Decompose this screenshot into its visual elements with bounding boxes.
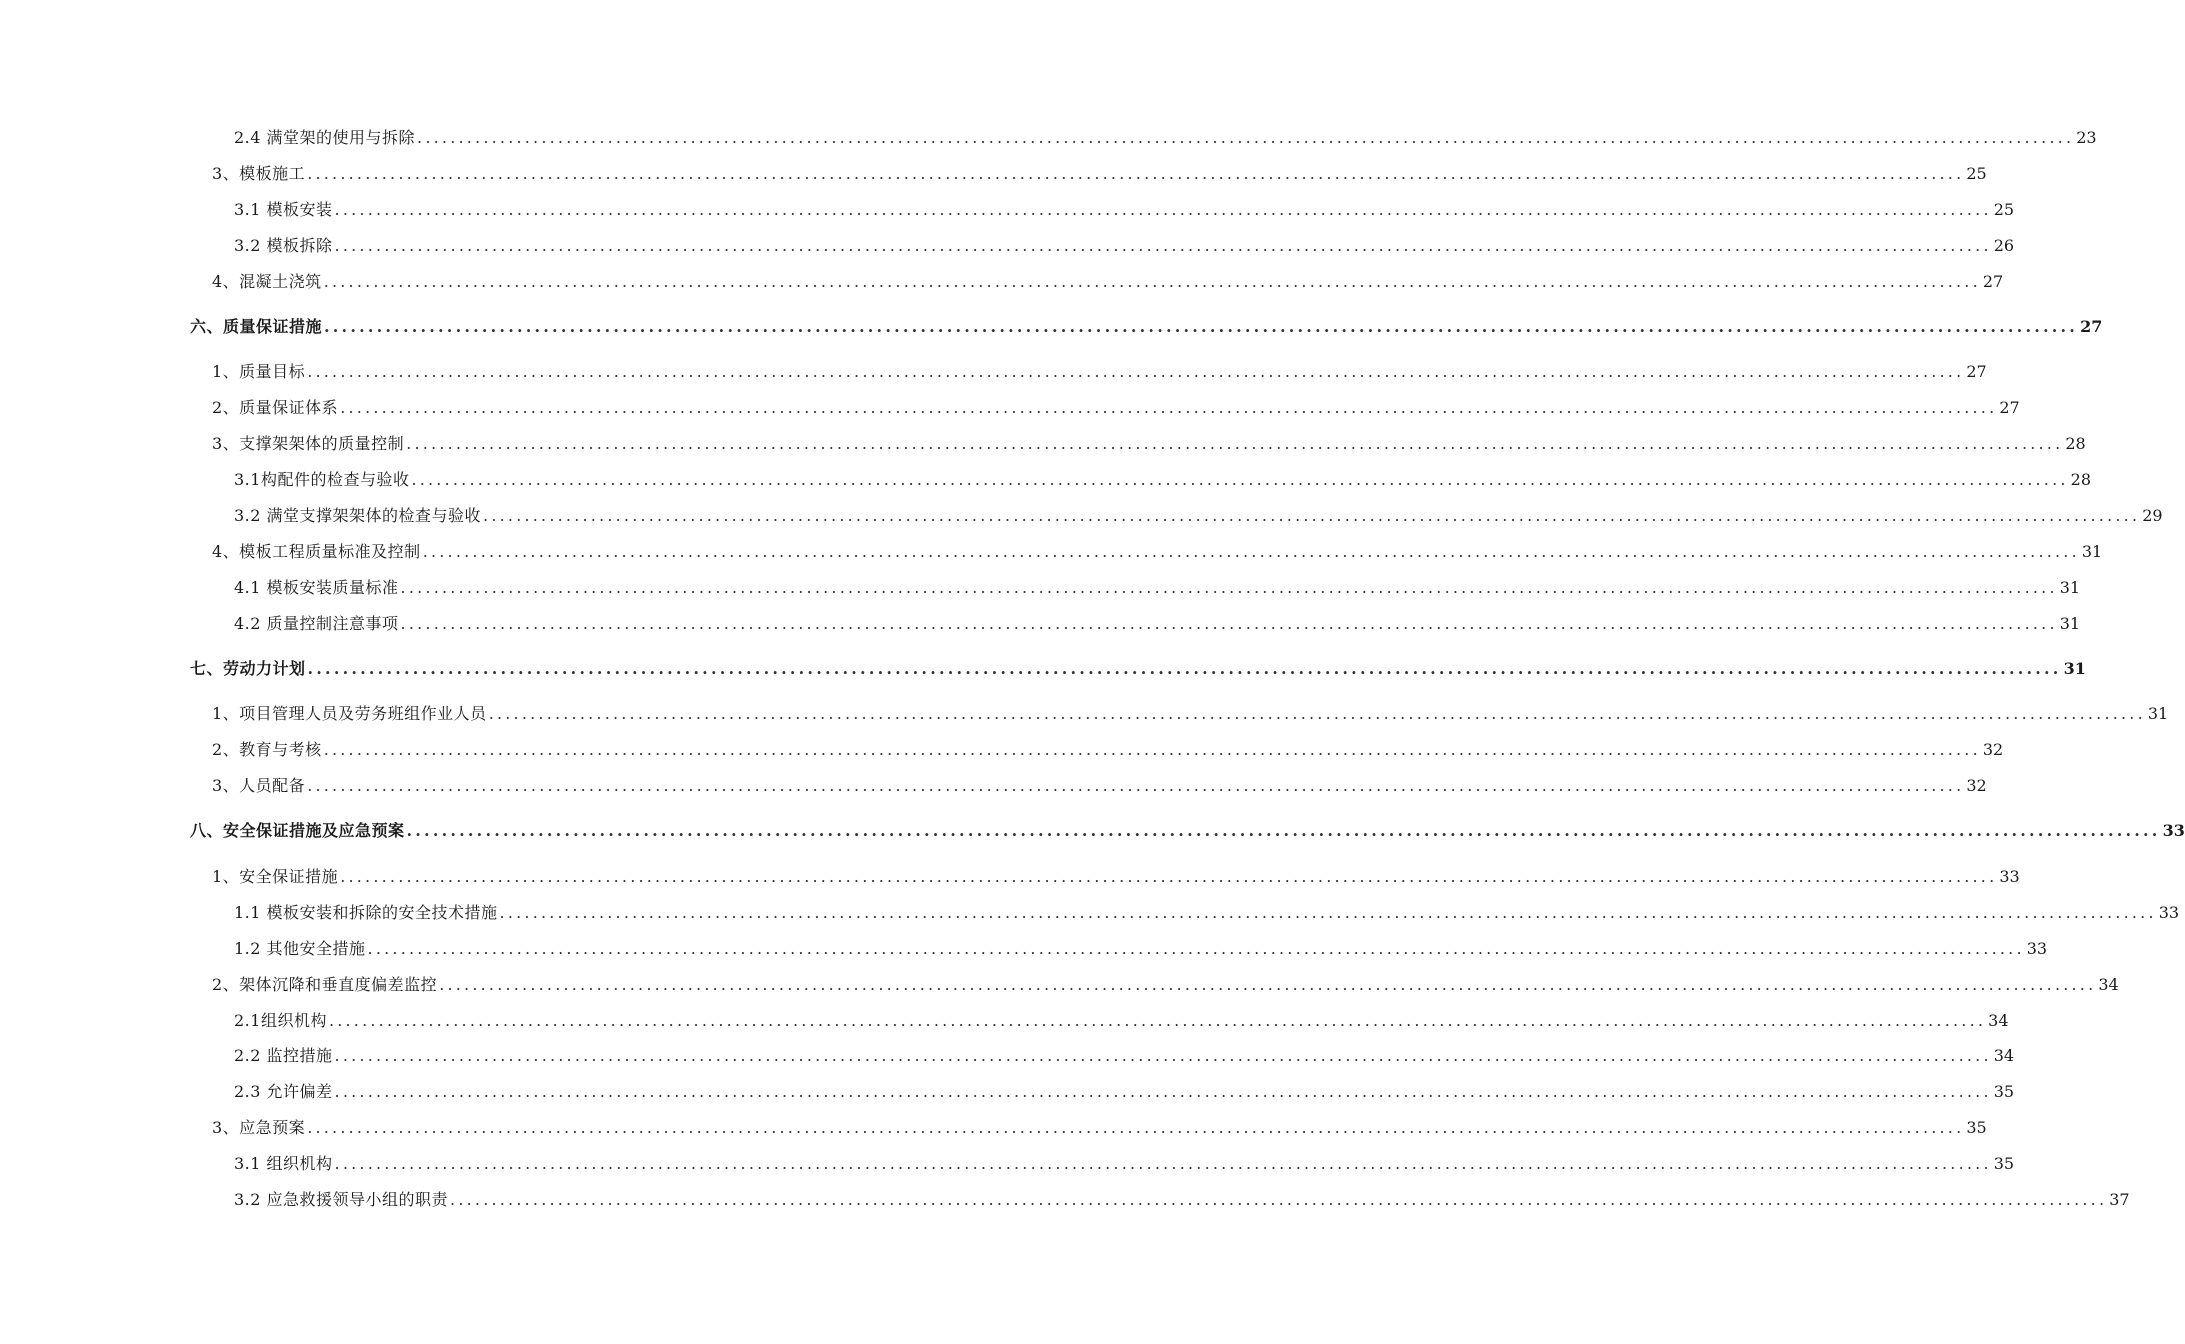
toc-dot-leader: ........................................................................................................................................................................................................ <box>334 200 1992 219</box>
toc-entry[interactable] <box>234 506 2163 526</box>
toc-entry-label: 七、劳动力计划 <box>190 659 306 678</box>
toc-page-number: 26 <box>1993 236 2015 255</box>
toc-dot-leader: ........................................................................................................................................................................................................ <box>323 740 1981 759</box>
toc-entry-label: 2、质量保证体系 <box>212 398 339 417</box>
toc-entry-label: 3.2 满堂支撑架架体的检查与验收 <box>234 506 482 525</box>
toc-page-number: 27 <box>1982 272 2004 291</box>
toc-entry-label: 2、架体沉降和垂直度偏差监控 <box>212 975 438 994</box>
toc-entry-label: 3.2 模板拆除 <box>234 236 333 255</box>
toc-entry[interactable] <box>212 776 1987 796</box>
toc-entry[interactable] <box>212 542 2103 562</box>
toc-dot-leader: ........................................................................................................................................................................................................ <box>417 128 2075 147</box>
toc-dot-leader: ........................................................................................................................................................................................................ <box>450 1190 2108 1209</box>
toc-page-number: 27 <box>2080 317 2103 336</box>
toc-entry-label: 3.2 应急救援领导小组的职责 <box>234 1190 449 1209</box>
toc-entry[interactable] <box>234 614 2081 634</box>
toc-page-number: 37 <box>2109 1190 2130 1209</box>
toc-entry[interactable] <box>212 434 2086 454</box>
toc-dot-leader: ........................................................................................................................................................................................................ <box>307 362 1965 381</box>
toc-entry-label: 3.1 模板安装 <box>234 200 333 219</box>
toc-entry[interactable] <box>234 578 2081 598</box>
toc-entry-label: 2.1组织机构 <box>234 1011 327 1030</box>
toc-entry[interactable] <box>212 398 2020 418</box>
toc-entry-label: 4.2 质量控制注意事项 <box>234 614 399 633</box>
toc-entry-label: 2.3 允许偏差 <box>234 1082 333 1101</box>
toc-dot-leader: ........................................................................................................................................................................................................ <box>334 1046 1992 1065</box>
toc-dot-leader: ........................................................................................................................................................................................................ <box>400 578 2058 597</box>
toc-dot-leader: ........................................................................................................................................................................................................ <box>439 975 2097 994</box>
toc-page-number: 33 <box>2158 903 2180 922</box>
toc-entry-label: 3、模板施工 <box>212 164 306 183</box>
toc-page-number: 34 <box>2098 975 2119 994</box>
toc-entry[interactable] <box>212 975 2119 995</box>
toc-dot-leader: ........................................................................................................................................................................................................ <box>334 236 1992 255</box>
toc-entry-label: 1、项目管理人员及劳务班组作业人员 <box>212 704 487 723</box>
toc-page-number: 31 <box>2081 542 2103 561</box>
toc-dot-leader: ........................................................................................................................................................................................................ <box>340 867 1998 886</box>
toc-page-number: 28 <box>2070 470 2091 489</box>
toc-entry[interactable] <box>234 1082 2015 1102</box>
toc-entry-label: 八、安全保证措施及应急预案 <box>190 821 405 840</box>
toc-entry[interactable] <box>212 740 2004 760</box>
toc-page-number: 28 <box>2065 434 2086 453</box>
toc-dot-leader: ........................................................................................................................................................................................................ <box>340 398 1998 417</box>
toc-entry[interactable] <box>234 128 2097 148</box>
toc-dot-leader: ........................................................................................................................................................................................................ <box>483 506 2141 525</box>
toc-dot-leader: ........................................................................................................................................................................................................ <box>307 776 1965 795</box>
toc-page-number: 35 <box>1966 1118 1987 1137</box>
toc-entry[interactable] <box>234 939 2048 959</box>
toc-entry-label: 1、安全保证措施 <box>212 867 339 886</box>
toc-page-number: 34 <box>1993 1046 2015 1065</box>
toc-entry-label: 3、应急预案 <box>212 1118 306 1137</box>
toc-entry-label: 2.4 满堂架的使用与拆除 <box>234 128 416 147</box>
toc-page-number: 31 <box>2147 704 2169 723</box>
toc-entry-label: 3、支撑架架体的质量控制 <box>212 434 405 453</box>
toc-dot-leader: ........................................................................................................................................................................................................ <box>411 470 2069 489</box>
toc-entry[interactable] <box>212 164 1987 184</box>
toc-page-number: 33 <box>2162 821 2185 840</box>
toc-page-number: 35 <box>1993 1154 2015 1173</box>
toc-entry-label: 3、人员配备 <box>212 776 306 795</box>
toc-entry[interactable] <box>234 200 2015 220</box>
toc-entry-label: 1.1 模板安装和拆除的安全技术措施 <box>234 903 498 922</box>
toc-entry[interactable] <box>234 903 2180 923</box>
toc-dot-leader: ........................................................................................................................................................................................................ <box>307 1118 1965 1137</box>
toc-page-number: 32 <box>1982 740 2004 759</box>
toc-entry[interactable] <box>212 1118 1987 1138</box>
toc-entry[interactable] <box>234 1046 2015 1066</box>
toc-entry-label: 1、质量目标 <box>212 362 306 381</box>
toc-dot-leader: ........................................................................................................................................................................................................ <box>406 821 2161 840</box>
toc-entry-label: 3.1构配件的检查与验收 <box>234 470 410 489</box>
toc-dot-leader: ........................................................................................................................................................................................................ <box>488 704 2146 723</box>
toc-entry-label: 4.1 模板安装质量标准 <box>234 578 399 597</box>
toc-chapter-entry[interactable] <box>190 821 2185 841</box>
toc-entry-label: 2.2 监控措施 <box>234 1046 333 1065</box>
toc-entry[interactable] <box>212 704 2169 724</box>
toc-entry-label: 4、混凝土浇筑 <box>212 272 322 291</box>
toc-entry-label: 2、教育与考核 <box>212 740 322 759</box>
toc-page-number: 23 <box>2076 128 2097 147</box>
toc-dot-leader: ........................................................................................................................................................................................................ <box>334 1154 1992 1173</box>
toc-page-number: 31 <box>2063 659 2086 678</box>
toc-page-number: 32 <box>1966 776 1987 795</box>
toc-dot-leader: ........................................................................................................................................................................................................ <box>367 939 2025 958</box>
toc-entry[interactable] <box>234 1011 2009 1031</box>
toc-page-number: 35 <box>1993 1082 2015 1101</box>
toc-page-number: 25 <box>1966 164 1987 183</box>
toc-entry[interactable] <box>212 272 2004 292</box>
toc-page-number: 33 <box>1999 867 2020 886</box>
toc-entry[interactable] <box>212 362 1987 382</box>
toc-dot-leader: ........................................................................................................................................................................................................ <box>400 614 2058 633</box>
toc-page-number: 31 <box>2059 578 2081 597</box>
toc-dot-leader: ........................................................................................................................................................................................................ <box>307 659 2062 678</box>
toc-dot-leader: ........................................................................................................................................................................................................ <box>323 272 1981 291</box>
toc-entry[interactable] <box>234 1154 2015 1174</box>
toc-page-number: 27 <box>1966 362 1987 381</box>
toc-dot-leader: ........................................................................................................................................................................................................ <box>406 434 2064 453</box>
toc-dot-leader: ........................................................................................................................................................................................................ <box>422 542 2080 561</box>
toc-page-number: 34 <box>1988 1011 2009 1030</box>
toc-page-number: 25 <box>1993 200 2015 219</box>
toc-entry[interactable] <box>234 470 2091 490</box>
toc-entry[interactable] <box>234 1190 2130 1210</box>
toc-entry-label: 1.2 其他安全措施 <box>234 939 366 958</box>
toc-entry-label: 4、模板工程质量标准及控制 <box>212 542 421 561</box>
toc-dot-leader: ........................................................................................................................................................................................................ <box>307 164 1965 183</box>
toc-page-number: 29 <box>2142 506 2163 525</box>
toc-dot-leader: ........................................................................................................................................................................................................ <box>334 1082 1992 1101</box>
toc-page-number: 31 <box>2059 614 2081 633</box>
toc-dot-leader: ........................................................................................................................................................................................................ <box>324 317 2079 336</box>
toc-page-number: 27 <box>1999 398 2020 417</box>
toc-entry[interactable] <box>234 236 2015 256</box>
toc-entry-label: 3.1 组织机构 <box>234 1154 333 1173</box>
toc-entry[interactable] <box>212 867 2020 887</box>
toc-chapter-entry[interactable] <box>190 317 2103 337</box>
toc-dot-leader: ........................................................................................................................................................................................................ <box>328 1011 1987 1030</box>
toc-dot-leader: ........................................................................................................................................................................................................ <box>499 903 2157 922</box>
toc-page-number: 33 <box>2026 939 2048 958</box>
toc-entry-label: 六、质量保证措施 <box>190 317 323 336</box>
toc-chapter-entry[interactable] <box>190 659 2086 679</box>
